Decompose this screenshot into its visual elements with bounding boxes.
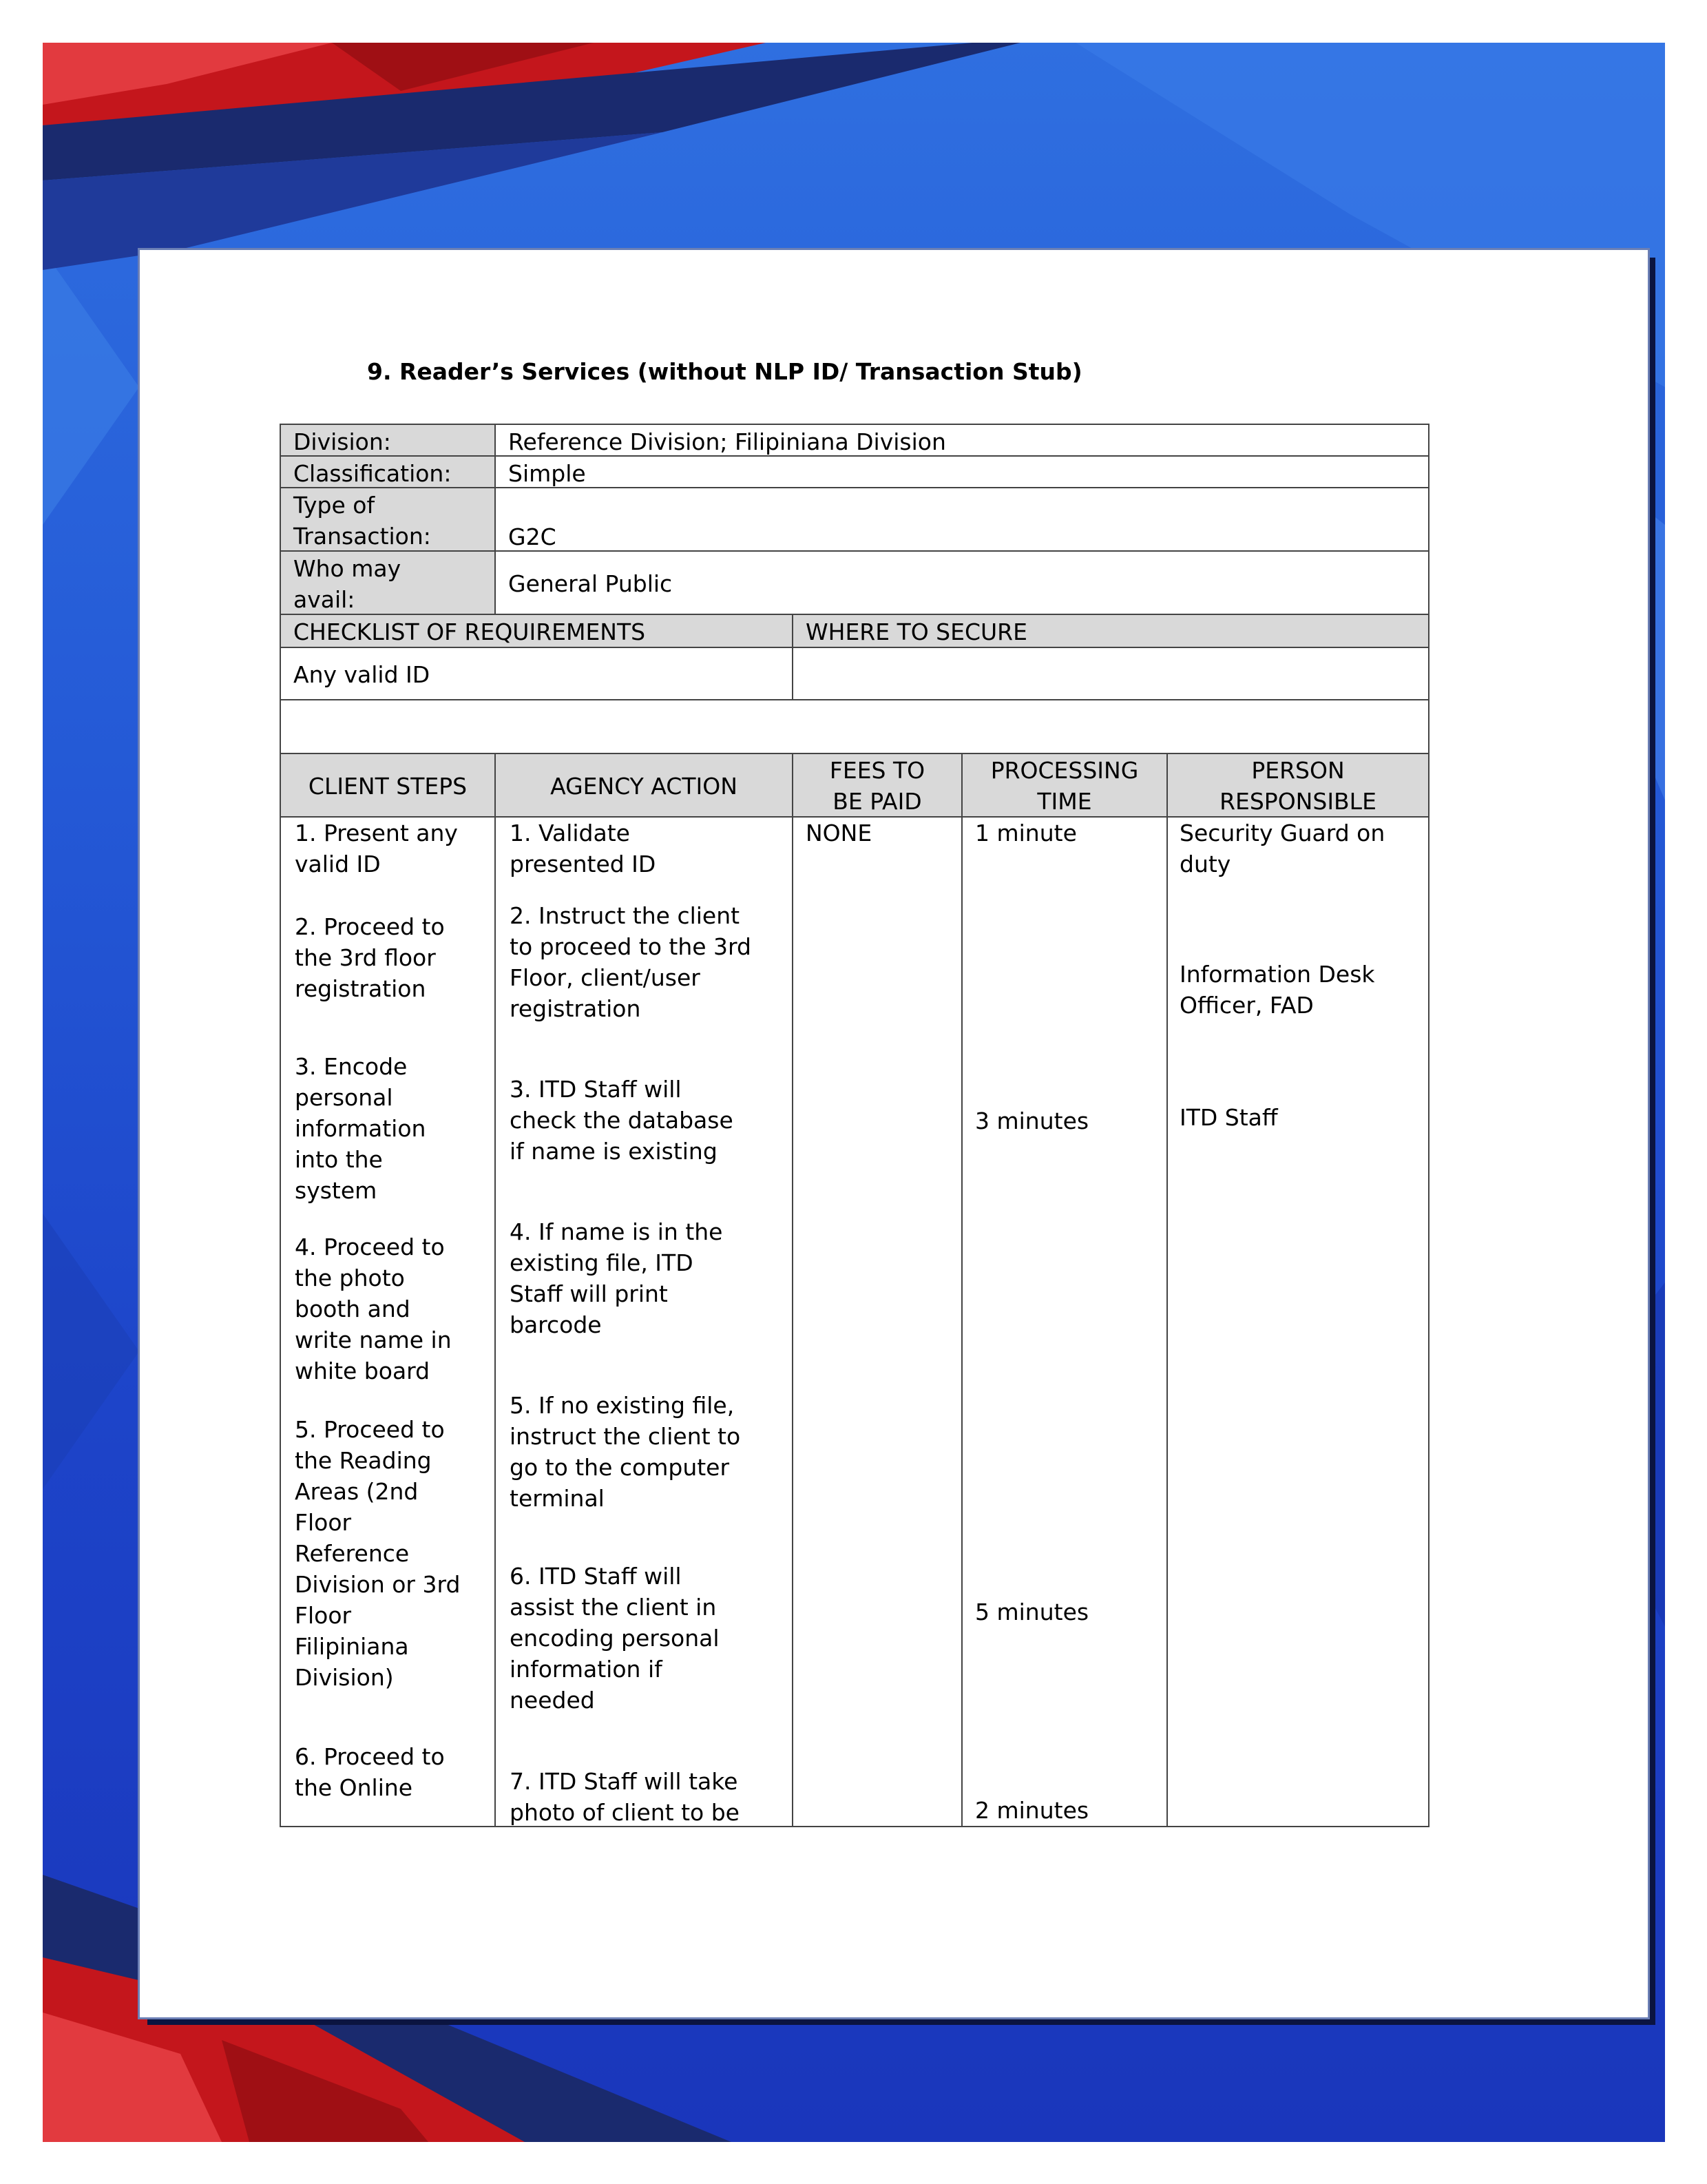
- header-fees: FEES TO BE PAID: [792, 753, 963, 818]
- fees-column: [792, 816, 963, 1827]
- agency-action: 3. ITD Staff will check the database if name is existing: [510, 1076, 733, 1165]
- spacer-row: [280, 699, 1430, 754]
- client-step: 1. Present any valid ID: [295, 820, 458, 877]
- who-may-avail-value: General Public: [494, 550, 1430, 615]
- person-responsible: Security Guard on duty: [1180, 820, 1385, 877]
- classification-value: Simple: [494, 455, 1430, 488]
- header-agency-action: AGENCY ACTION: [494, 753, 793, 818]
- client-step: 4. Proceed to the photo booth and write name in white board: [295, 1234, 452, 1384]
- agency-action: 4. If name is in the existing file, ITD Staff will print barcode: [510, 1218, 723, 1338]
- division-label: Division:: [280, 424, 496, 457]
- client-step: 5. Proceed to the Reading Areas (2nd Floor Reference Division or 3rd Floor Filipiniana Division): [295, 1416, 461, 1691]
- client-step: 3. Encode personal information into the system: [295, 1053, 426, 1204]
- agency-action: 7. ITD Staff will take photo of client to be: [510, 1768, 740, 1826]
- classification-label: Classification:: [280, 455, 496, 488]
- header-client-steps: CLIENT STEPS: [280, 753, 496, 818]
- division-value: Reference Division; Filipiniana Division: [494, 424, 1430, 457]
- processing-time: 1 minute: [975, 820, 1077, 846]
- person-responsible: Information Desk Officer, FAD: [1180, 961, 1375, 1019]
- checklist-header: CHECKLIST OF REQUIREMENTS: [280, 614, 793, 648]
- agency-action: 2. Instruct the client to proceed to the 3rd Floor, client/user registration: [510, 902, 751, 1022]
- agency-action: 6. ITD Staff will assist the client in encoding personal information if needed: [510, 1563, 720, 1714]
- page-title: 9. Reader’s Services (without NLP ID/ Transaction Stub): [367, 358, 1082, 385]
- where-to-secure-item: [792, 647, 1430, 700]
- header-processing-time: PROCESSING TIME: [961, 753, 1168, 818]
- who-may-avail-label: Who may avail:: [280, 550, 496, 615]
- requirement-item: Any valid ID: [280, 647, 793, 700]
- type-of-transaction-label: Type of Transaction:: [280, 487, 496, 552]
- processing-time-column: [961, 816, 1168, 1827]
- header-person-responsible: PERSON RESPONSIBLE: [1166, 753, 1430, 818]
- client-step: 6. Proceed to the Online: [295, 1743, 445, 1801]
- processing-time: 3 minutes: [975, 1107, 1089, 1134]
- person-responsible: ITD Staff: [1180, 1104, 1278, 1131]
- fee-value: NONE: [806, 820, 872, 846]
- agency-action: 1. Validate presented ID: [510, 820, 656, 877]
- processing-time: 5 minutes: [975, 1599, 1089, 1625]
- agency-action: 5. If no existing file, instruct the client to go to the computer terminal: [510, 1392, 741, 1512]
- processing-time: 2 minutes: [975, 1797, 1089, 1824]
- type-of-transaction-value: G2C: [494, 487, 1430, 552]
- where-to-secure-header: WHERE TO SECURE: [792, 614, 1430, 648]
- client-step: 2. Proceed to the 3rd floor registration: [295, 913, 445, 1002]
